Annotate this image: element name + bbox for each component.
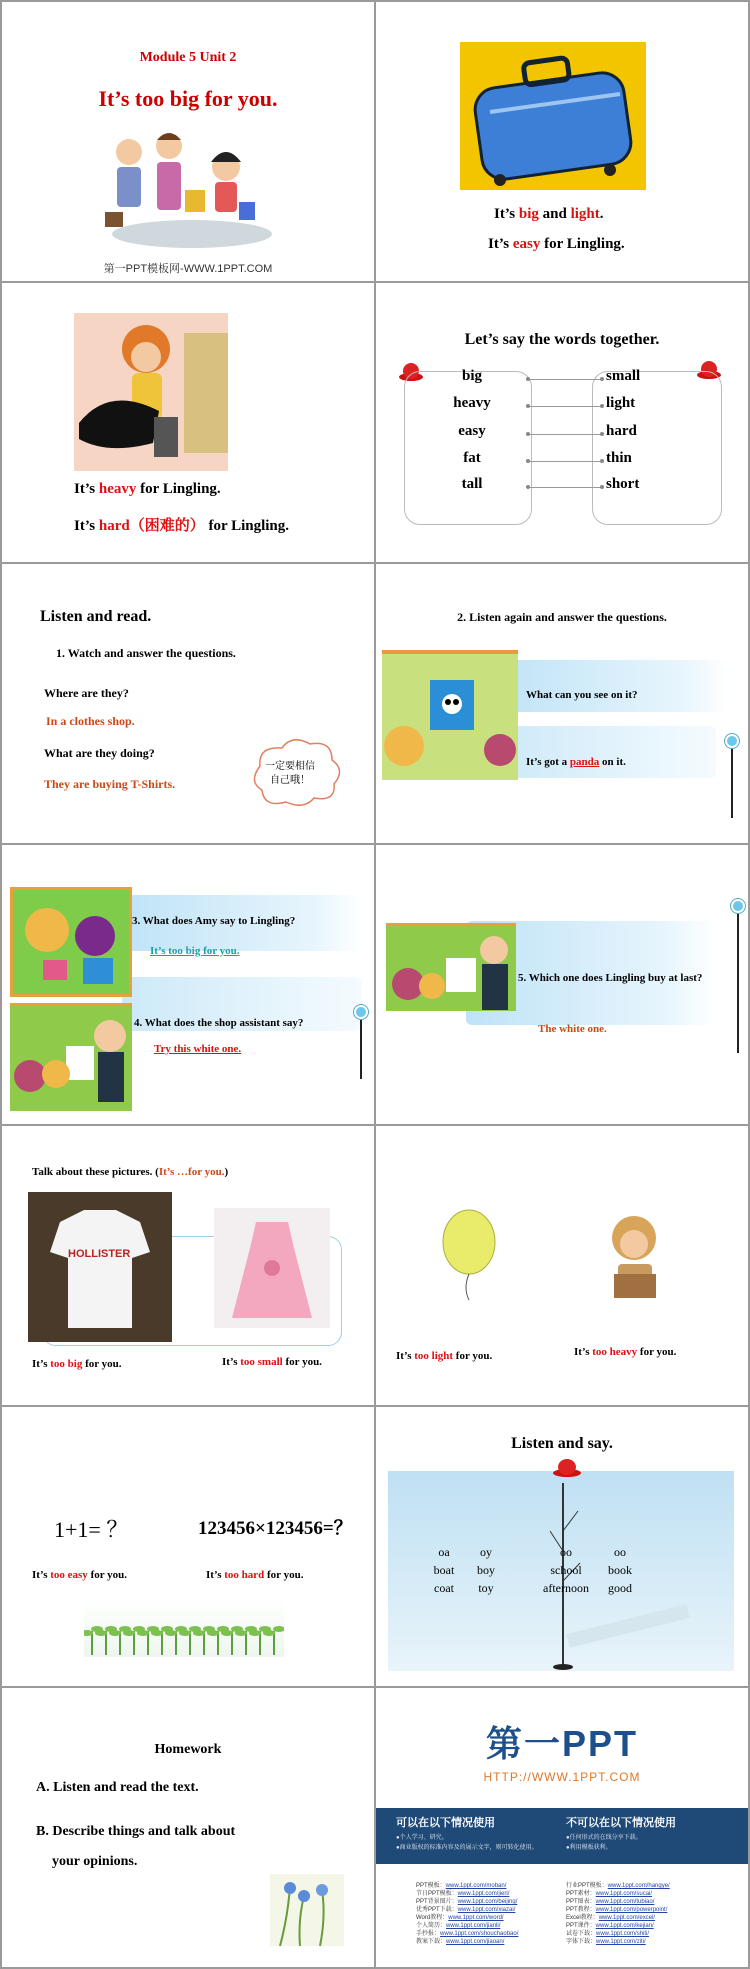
footer-link-row <box>566 1898 670 1906</box>
question-1: 1. Watch and answer the questions. <box>56 646 236 660</box>
connector-dot <box>600 404 604 408</box>
footer-link-row <box>566 1914 670 1922</box>
balloon-illustration <box>424 1202 514 1302</box>
word-left: big <box>461 368 482 384</box>
listen-again-title: 2. Listen again and answer the questions. <box>457 610 667 624</box>
connector-line <box>526 487 602 488</box>
encouragement-cloud: 一定要相信自己哦！ <box>242 736 342 814</box>
usage-band: 可以在以下情况使用 ●个人学习、研究。 ●商业版权的标准内容及的展示文字，则可转化使用。 不可以在以下情况使用 ●任何形式的在线分享下载。 ●利用模板获利。 <box>376 1808 748 1864</box>
connector-line <box>526 379 602 380</box>
link-url[interactable]: www.1ppt.com/moban/ <box>445 1883 507 1889</box>
question-where: Where are they? <box>44 686 129 700</box>
caption-too-easy: It’s too easy for you. <box>32 1569 128 1581</box>
connector-dot <box>600 377 604 381</box>
slide-4 <box>376 283 748 562</box>
page-title: It’s too big for you. <box>98 86 278 111</box>
footer-link-row <box>566 1938 670 1946</box>
phonics-word: school <box>550 1563 582 1577</box>
pin-stem <box>731 740 733 818</box>
easy-equation: 1+1= ？ <box>54 1517 129 1542</box>
footer-link-row <box>566 1890 670 1898</box>
hard-equation: 123456×123456=？ <box>198 1518 353 1539</box>
slide-9 <box>2 1126 374 1405</box>
footer-link-row <box>416 1930 518 1938</box>
talk-title: Talk about these pictures. (It’s …for you.) <box>32 1166 229 1178</box>
slide-1 <box>2 2 374 281</box>
question-doing: What are they doing? <box>44 746 155 760</box>
link-url[interactable]: www.1ppt.com/word/ <box>448 1915 504 1921</box>
word-left: fat <box>463 450 481 466</box>
opposites-title: Let’s say the words together. <box>464 331 660 348</box>
connector-line <box>526 406 602 407</box>
pin-head <box>731 899 745 913</box>
pin-stem <box>360 1011 362 1079</box>
link-label: PPT图表： <box>566 1899 596 1905</box>
footer-link-row <box>416 1938 518 1946</box>
homework-a: A. Listen and read the text. <box>36 1780 199 1795</box>
caption-too-small: It’s too small for you. <box>222 1356 322 1368</box>
family-shopping-illustration <box>97 122 272 252</box>
connector-line <box>526 434 602 435</box>
link-url[interactable]: www.1ppt.com/powerpoint/ <box>595 1907 668 1913</box>
question-bubble <box>496 660 728 712</box>
link-label: 节日PPT模板： <box>416 1891 458 1897</box>
heavy-bag-girl-illustration <box>586 1202 686 1302</box>
link-url[interactable]: www.1ppt.com/xiazai/ <box>457 1907 516 1913</box>
link-label: 行业PPT模板： <box>566 1883 608 1889</box>
connector-dot <box>526 485 530 489</box>
homework-b-line1: B. Describe things and talk about <box>36 1824 236 1839</box>
link-url[interactable]: www.1ppt.com/ziti/ <box>596 1939 646 1945</box>
word-right: hard <box>606 423 637 439</box>
connector-dot <box>526 432 530 436</box>
shop-assistant-illustration <box>10 1003 132 1111</box>
link-label: PPT教程： <box>566 1907 596 1913</box>
phonics-word: good <box>608 1581 632 1595</box>
link-url[interactable]: www.1ppt.com/hangye/ <box>607 1883 670 1889</box>
listen-read-title: Listen and read. <box>40 608 152 625</box>
link-label: 教案下载： <box>416 1939 447 1945</box>
connector-dot <box>600 485 604 489</box>
phonics-word: boy <box>477 1563 495 1577</box>
pin-head <box>725 734 739 748</box>
slide-11 <box>2 1407 374 1686</box>
slide-7 <box>2 845 374 1124</box>
link-label: PPT课件： <box>566 1923 596 1929</box>
word-left: easy <box>458 423 486 439</box>
pin-stem <box>737 905 739 1053</box>
word-right: short <box>606 476 640 492</box>
phonics-word: oy <box>480 1545 492 1559</box>
slide-10 <box>376 1126 748 1405</box>
link-label: PPT素材： <box>566 1891 596 1897</box>
amy-lingling-illustration <box>10 887 132 997</box>
listen-say-title: Listen and say. <box>511 1435 613 1452</box>
pin-head <box>354 1005 368 1019</box>
connector-dot <box>526 459 530 463</box>
watermark-text: 第一PPT模板网-WWW.1PPT.COM <box>103 263 273 275</box>
link-label: PPT模板： <box>416 1883 446 1889</box>
link-url[interactable]: www.1ppt.com/sucai/ <box>595 1891 653 1897</box>
answer-panda: It’s got a panda on it. <box>526 756 626 768</box>
footer-link-row <box>416 1914 518 1922</box>
slide-2 <box>376 2 748 281</box>
footer-link-row <box>416 1882 518 1890</box>
link-label: 优秀PPT下载： <box>416 1907 458 1913</box>
caption-hard: It’s hard（困难的） for Lingling. <box>74 518 290 534</box>
phonics-word: afternoon <box>543 1581 589 1595</box>
phonics-word: coat <box>434 1581 454 1595</box>
phonics-word: toy <box>478 1581 494 1595</box>
footer-link-row <box>566 1906 670 1914</box>
caption-too-heavy: It’s too heavy for you. <box>574 1346 677 1358</box>
footer-link-row <box>416 1906 518 1914</box>
link-label: 手抄报： <box>416 1931 441 1937</box>
slide-6 <box>376 564 748 843</box>
connector-dot <box>600 459 604 463</box>
panda-shirt-illustration <box>382 650 518 780</box>
question-4: 4. What does the shop assistant say? <box>134 1017 304 1029</box>
slide-12 <box>376 1407 748 1686</box>
link-url[interactable]: www.1ppt.com/jieri/ <box>457 1891 510 1897</box>
answer-3: It’s too big for you. <box>150 945 240 957</box>
module-label: Module 5 Unit 2 <box>139 50 237 65</box>
connector-dot <box>526 404 530 408</box>
slide-3 <box>2 283 374 562</box>
caption-heavy: It’s heavy for Lingling. <box>74 481 221 497</box>
link-label: Excel教程： <box>566 1915 599 1921</box>
girl-with-bag-illustration <box>74 313 228 471</box>
flowers-decoration <box>270 1874 344 1946</box>
phonics-word: oo <box>614 1545 626 1559</box>
phonics-word: book <box>608 1563 632 1577</box>
phonics-word: boat <box>433 1563 455 1577</box>
question-see: What can you see on it? <box>526 689 638 701</box>
link-url[interactable]: www.1ppt.com/shouchaobao/ <box>440 1931 519 1937</box>
white-shirt-photo: HOLLISTER <box>28 1192 172 1342</box>
connector-dot <box>600 432 604 436</box>
link-url[interactable]: www.1ppt.com/beijing/ <box>457 1899 518 1905</box>
link-url[interactable]: www.1ppt.com/shiti/ <box>596 1931 650 1937</box>
footer-link-row <box>416 1890 518 1898</box>
link-label: PPT背景图片： <box>416 1899 458 1905</box>
answer-where: In a clothes shop. <box>46 714 135 728</box>
slide-5 <box>2 564 374 843</box>
link-url[interactable]: www.1ppt.com/tubiao/ <box>595 1899 655 1905</box>
connector-line <box>526 461 602 462</box>
answer-5: The white one. <box>538 1023 607 1035</box>
lingling-buying-illustration <box>386 923 516 1011</box>
link-url[interactable]: www.1ppt.com/jiaoan/ <box>446 1939 505 1945</box>
link-label: 字体下载： <box>566 1939 597 1945</box>
footer-link-row <box>416 1922 518 1930</box>
answer-doing: They are buying T-Shirts. <box>44 777 176 791</box>
link-label: Word教程： <box>416 1915 449 1921</box>
slide-8 <box>376 845 748 1124</box>
footer-link-row <box>416 1898 518 1906</box>
red-hat-icon <box>552 1457 582 1479</box>
brand-logo: 第一PPT <box>485 1723 638 1764</box>
word-right: small <box>606 368 641 384</box>
word-left: heavy <box>453 395 491 411</box>
homework-b-line2: your opinions. <box>52 1854 138 1869</box>
link-label: 试卷下载： <box>566 1931 597 1937</box>
footer-link-row <box>566 1930 670 1938</box>
word-left: tall <box>461 476 483 492</box>
link-url[interactable]: www.1ppt.com/kejian/ <box>595 1923 654 1929</box>
caption-big-light: It’s big and light. <box>494 206 604 222</box>
slide-13 <box>2 1688 374 1967</box>
sprouts-decoration <box>84 1599 284 1657</box>
phonics-word: oa <box>438 1545 450 1559</box>
word-right: light <box>606 395 636 411</box>
answer-4: Try this white one. <box>154 1043 242 1055</box>
caption-too-light: It’s too light for you. <box>396 1350 493 1362</box>
brand-url[interactable]: HTTP://WWW.1PPT.COM <box>483 1770 641 1784</box>
question-3: 3. What does Amy say to Lingling? <box>132 915 296 927</box>
link-label: 个人简历： <box>416 1923 447 1929</box>
links-left <box>416 1882 518 1946</box>
word-right: thin <box>606 450 632 466</box>
slide-14 <box>376 1688 748 1967</box>
pink-dress-photo <box>214 1208 330 1328</box>
link-url[interactable]: www.1ppt.com/excel/ <box>598 1915 656 1921</box>
connector-dot <box>526 377 530 381</box>
suitcase-illustration <box>460 42 646 190</box>
caption-easy: It’s easy for Lingling. <box>488 236 625 252</box>
caption-too-hard: It’s too hard for you. <box>206 1569 304 1581</box>
answer-bubble <box>496 726 716 778</box>
phonics-word: oo <box>560 1545 572 1559</box>
footer-link-row <box>566 1922 670 1930</box>
homework-title: Homework <box>154 1742 222 1757</box>
footer-link-row <box>566 1882 670 1890</box>
question-5: 5. Which one does Lingling buy at last? <box>518 972 703 984</box>
link-url[interactable]: www.1ppt.com/jianli/ <box>446 1923 501 1929</box>
caption-too-big: It’s too big for you. <box>32 1358 122 1370</box>
links-right <box>566 1882 670 1946</box>
